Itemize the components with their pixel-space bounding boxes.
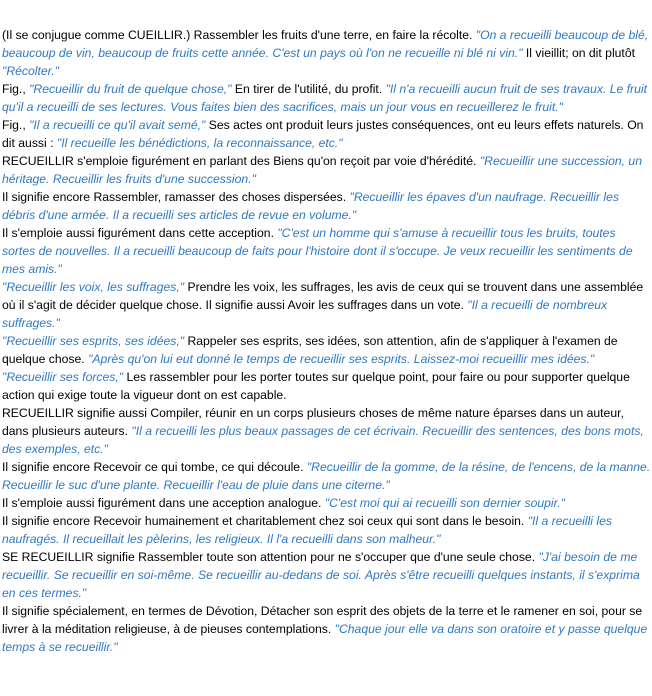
definition-paragraph <box>2 404 652 458</box>
definition-paragraph <box>2 278 652 332</box>
definition-text: Fig., <box>2 118 30 132</box>
definition-paragraph <box>2 494 652 512</box>
definition-paragraph <box>2 548 652 602</box>
example-quote: "Il a recueilli de nombreux suffrages." <box>2 298 608 330</box>
example-quote: "Recueillir ses esprits, ses idées," <box>2 334 185 348</box>
definition-text: Il s'emploie aussi figurément dans cette acception. <box>2 226 278 240</box>
definition-paragraph <box>2 602 652 656</box>
definition-paragraph <box>2 26 652 80</box>
example-quote: "On a recueilli beaucoup de blé, beaucoup de vin, beaucoup de fruits cette année. C'est un pays où l'on ne recueille ni blé ni vin." <box>2 28 649 60</box>
definition-paragraph <box>2 80 652 116</box>
definition-text: Fig., <box>2 82 30 96</box>
definition-text: Il s'emploie aussi figurément dans une acception analogue. <box>2 496 325 510</box>
example-quote: "Après qu'on lui eut donné le temps de recueillir ses esprits. Laissez-moi recueillir mes idées." <box>88 352 595 366</box>
definition-text: Rappeler ses esprits, ses idées, son attention, afin de s'appliquer à l'examen de quelque chose. <box>2 334 618 366</box>
definition-text: Il signifie spécialement, en termes de Dévotion, Détacher son esprit des objets de la terre et le ramener en soi, pour se livrer à la méditation religieuse, à de pieuses contemplations. <box>2 604 643 636</box>
example-quote: "Recueillir du fruit de quelque chose," <box>29 82 232 96</box>
example-quote: "C'est un homme qui s'amuse à recueillir tous les bruits, toutes sortes de nouvelles. Il a recueilli beaucoup de faits pour l'histoire dont il s'occupe. Je veux recueillir les sentiments de mes amis." <box>2 226 633 276</box>
example-quote: "Recueillir les voix, les suffrages," <box>2 280 185 294</box>
example-quote: "Il recueille les bénédictions, la reconnaissance, etc." <box>56 136 343 150</box>
definition-text: SE RECUEILLIR signifie Rassembler toute son attention pour ne s'occuper que d'une seule chose. <box>2 550 539 564</box>
definition-paragraph <box>2 368 652 404</box>
definition-text: RECUEILLIR s'emploie figurément en parlant des Biens qu'on reçoit par voie d'hérédité. <box>2 154 480 168</box>
definition-text: Il vieillit; on dit plutôt <box>522 46 635 60</box>
definition-text: Il signifie encore Recevoir humainement et charitablement chez soi ceux qui sont dans le besoin. <box>2 514 528 528</box>
example-quote: "Il n'a recueilli aucun fruit de ses travaux. Le fruit qu'il a recueilli de ses lectures. Vous faites bien des sacrifices, mais un jour vous en recueillerez le fruit." <box>2 82 647 114</box>
definition-text: Les rassembler pour les porter toutes sur quelque point, pour faire ou pour supporter quelque action qui exige toute la vigueur dont on est capable. <box>2 370 630 402</box>
example-quote: "Il a recueilli les naufragés. Il recueillait les pèlerins, les religieux. Il l'a recueilli dans son malheur." <box>2 514 612 546</box>
definition-paragraph <box>2 332 652 368</box>
definition-paragraph <box>2 188 652 224</box>
definition-text: Prendre les voix, les suffrages, les avis de ceux qui se trouvent dans une assemblée où il s'agit de décider quelque chose. Il signifie aussi Avoir les suffrages dans un vote. <box>2 280 644 312</box>
example-quote: "Il a recueilli les plus beaux passages de cet écrivain. Recueillir des sentences, des bons mots, des exemples, etc." <box>2 424 644 456</box>
example-quote: "Il a recueilli ce qu'il avait semé," <box>29 118 206 132</box>
example-quote: "Recueillir les épaves d'un naufrage. Recueillir les débris d'une armée. Il a recueilli ses articles de revue en volume." <box>2 190 619 222</box>
example-quote: "J'ai besoin de me recueillir. Se recueillir en soi-même. Se recueillir au-dedans de soi. Après s'être recueilli quelques instants, il s'exprima en ces termes." <box>2 550 640 600</box>
definition-text: Ses actes ont produit leurs justes conséquences, ont eu leurs effets naturels. On dit aussi : <box>2 118 644 150</box>
definition-text: Il signifie encore Rassembler, ramasser des choses dispersées. <box>2 190 350 204</box>
definition-text: RECUEILLIR signifie aussi Compiler, réunir en un corps plusieurs choses de même nature éparses dans un auteur, dans plusieurs auteurs. <box>2 406 624 438</box>
example-quote: "Recueillir ses forces," <box>2 370 124 384</box>
definition-text: (Il se conjugue comme CUEILLIR.) Rassembler les fruits d'une terre, en faire la récolte. <box>2 28 476 42</box>
definition-paragraph <box>2 512 652 548</box>
example-quote: "Recueillir de la gomme, de la résine, de l'encens, de la manne. Recueillir le suc d'une plante. Recueillir l'eau de pluie dans une citerne." <box>2 460 651 492</box>
definition-paragraph <box>2 152 652 188</box>
definition-paragraph <box>2 458 652 494</box>
definition-text: Il signifie encore Recevoir ce qui tombe, ce qui découle. <box>2 460 307 474</box>
example-quote: "Chaque jour elle va dans son oratoire et y passe quelque temps à se recueillir." <box>2 622 648 654</box>
example-quote: "Récolter." <box>2 64 59 78</box>
definition-text: En tirer de l'utilité, du profit. <box>231 82 386 96</box>
example-quote: "Recueillir une succession, un héritage. Recueillir les fruits d'une succession." <box>2 154 642 186</box>
example-quote: "C'est moi qui ai recueilli son dernier soupir." <box>324 496 565 510</box>
definition-paragraph <box>2 116 652 152</box>
definition-paragraph <box>2 224 652 278</box>
